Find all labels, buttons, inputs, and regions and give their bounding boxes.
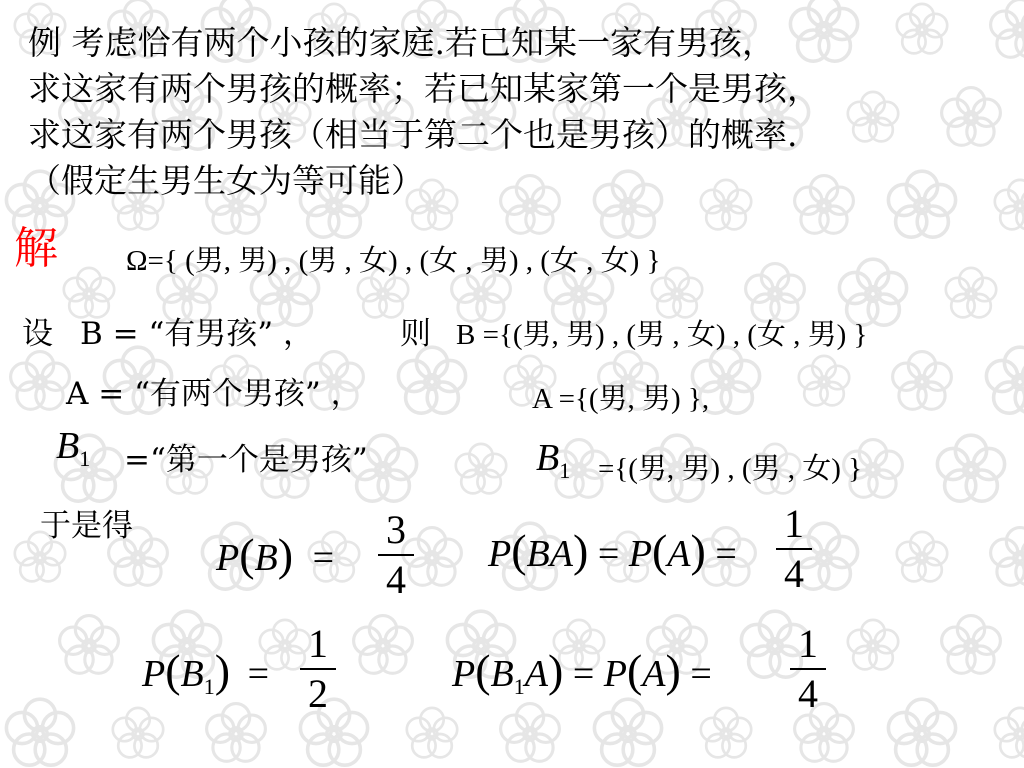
- set-b-then: 则: [400, 316, 431, 352]
- problem-line-2: 求这家有两个男孩的概率；若已知某家第一个是男孩，: [28, 69, 820, 108]
- problem-line-1: 例 考虑恰有两个小孩的家庭.若已知某一家有男孩，: [28, 23, 775, 62]
- formula-pb-lhs: P(B) =: [216, 529, 335, 580]
- flower-decoration: [113, 708, 163, 758]
- solution-label: 解: [14, 223, 58, 274]
- flower-decoration: [848, 92, 898, 141]
- sample-space-omega: Ω={ (男, 男) , (男 , 女) , (女 , 男) , (女 , 女) }: [126, 245, 661, 277]
- flower-decoration: [354, 616, 413, 674]
- flower-decoration: [946, 268, 996, 318]
- flower-decoration: [991, 528, 1024, 586]
- b1-subscript: 1: [79, 446, 91, 471]
- b1-symbol-right: [536, 436, 571, 483]
- b1-definition: =“第一个是男孩”: [124, 442, 368, 478]
- flower-decoration: [937, 435, 1004, 501]
- flower-decoration: [799, 356, 849, 406]
- fraction-pba: 1 4: [776, 504, 812, 594]
- formula-pb1a-lhs: $P(B_1A) = P(A)$ =: [452, 645, 712, 699]
- flower-decoration: [701, 708, 751, 758]
- b1-letter: B: [56, 425, 80, 467]
- flower-decoration: [60, 616, 119, 674]
- b1-value: ={(男, 男) , (男 , 女) }: [598, 453, 863, 485]
- set-a-value: A ={(男, 男) },: [532, 383, 710, 415]
- flower-decoration: [893, 352, 952, 410]
- flower-decoration: [456, 444, 506, 494]
- flower-decoration: [594, 699, 661, 765]
- b1-symbol: [56, 424, 91, 471]
- set-b-value: B ={(男, 男) , (男 , 女) , (女 , 男) }: [456, 319, 868, 351]
- flower-decoration: [11, 352, 70, 410]
- flower-decoration: [897, 532, 947, 582]
- b1-subscript-right: 1: [559, 458, 571, 483]
- fraction-pb1a: 1 4: [790, 624, 826, 714]
- flower-decoration: [848, 620, 898, 670]
- flower-decoration: [398, 347, 465, 413]
- flower-decoration: [995, 180, 1024, 230]
- flower-decoration: [6, 699, 73, 765]
- flower-decoration: [407, 708, 457, 758]
- problem-line-3: 求这家有两个男孩（相当于第二个也是男孩）的概率.: [28, 115, 798, 154]
- flower-decoration: [888, 171, 955, 237]
- set-b-intro: 设: [22, 316, 53, 352]
- flower-decoration: [501, 704, 560, 762]
- flower-decoration: [995, 708, 1024, 758]
- formula-pba-lhs: P(BA) = P(A) =: [488, 525, 737, 576]
- problem-line-4: （假定生男生女为等可能）: [28, 161, 424, 200]
- problem-statement: [28, 20, 820, 204]
- flower-decoration: [942, 88, 1001, 146]
- fraction-pb1: 1 2: [300, 624, 336, 714]
- flower-decoration: [942, 616, 1001, 674]
- set-b-definition: B = “有男孩” ，: [80, 316, 315, 352]
- flower-decoration: [207, 704, 266, 762]
- flower-decoration: [986, 347, 1024, 413]
- flower-decoration: [991, 0, 1024, 57]
- flower-decoration: [888, 699, 955, 765]
- therefore-label: 于是得: [40, 508, 133, 544]
- set-a-definition: A = “有两个男孩” ，: [66, 376, 362, 412]
- fraction-pb: 3 4: [378, 510, 414, 600]
- flower-decoration: [897, 4, 947, 54]
- b1-letter-right: B: [536, 437, 560, 479]
- formula-pb1-lhs: $P(B_1)$ =: [142, 645, 270, 699]
